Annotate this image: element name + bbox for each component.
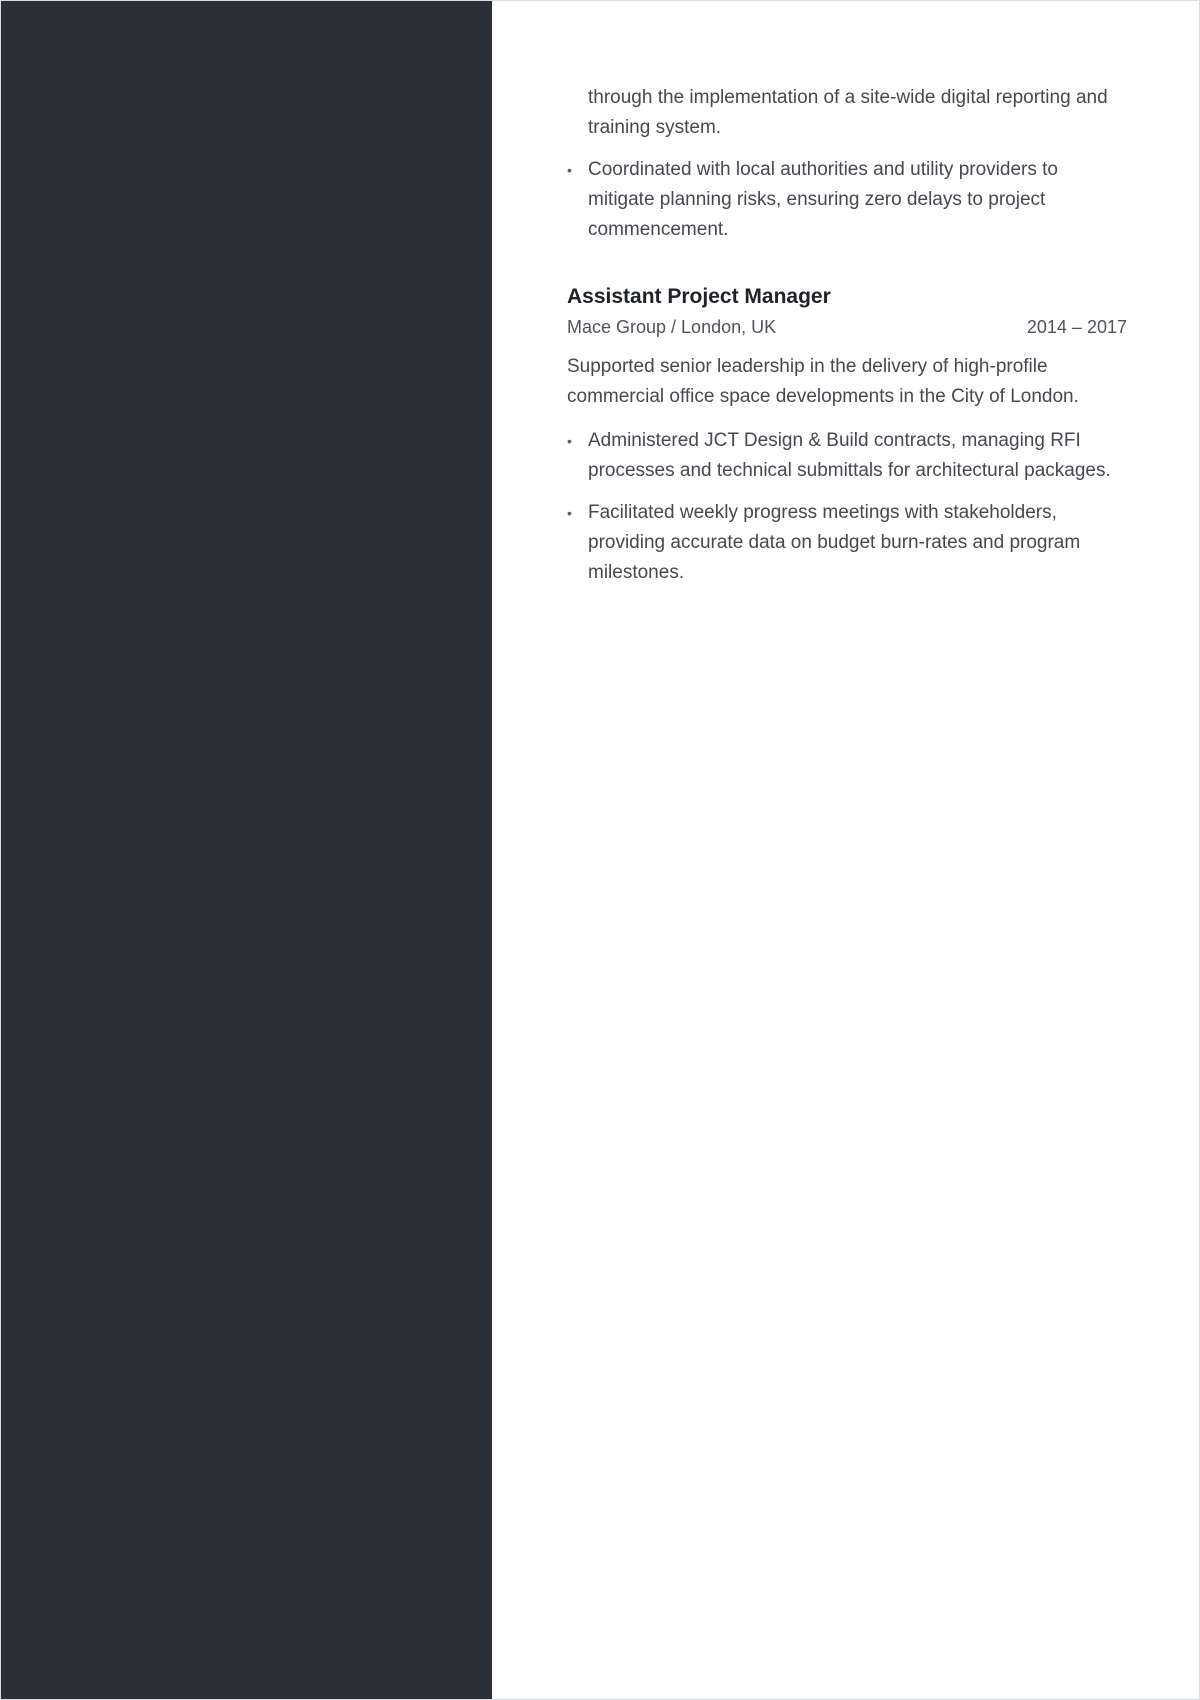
bullet-dot-icon: • — [567, 162, 572, 178]
bullet-dot-icon: • — [567, 505, 572, 521]
experience-section — [567, 83, 1127, 588]
bullet-item — [567, 155, 1127, 245]
company-location: Mace Group / London, UK — [567, 317, 777, 337]
job-title: Assistant Project Manager — [567, 285, 831, 308]
bullet-item — [567, 498, 1127, 588]
job-dates: 2014 – 2017 — [1026, 317, 1127, 337]
previous-role-bullets — [567, 155, 1127, 245]
job-entry — [567, 283, 1127, 588]
sidebar-panel — [1, 1, 492, 1699]
job-meta — [567, 314, 1127, 340]
continued-bullet-text: through the implementation of a site-wide digital reporting and training system. — [588, 87, 1108, 138]
job-summary: Supported senior leadership in the delivery of high-profile commercial office space developments in the City of London. — [567, 356, 1079, 407]
bullet-text: Administered JCT Design & Build contracts, managing RFI processes and technical submittals for architectural packages. — [588, 430, 1111, 481]
bullet-dot-icon: • — [567, 433, 572, 449]
bullet-text: Facilitated weekly progress meetings with stakeholders, providing accurate data on budget burn-rates and program milestones. — [588, 502, 1081, 583]
bullet-item — [567, 426, 1127, 486]
bullet-text: Coordinated with local authorities and utility providers to mitigate planning risks, ensuring zero delays to project commencement. — [588, 159, 1058, 240]
job-bullets — [567, 426, 1127, 588]
